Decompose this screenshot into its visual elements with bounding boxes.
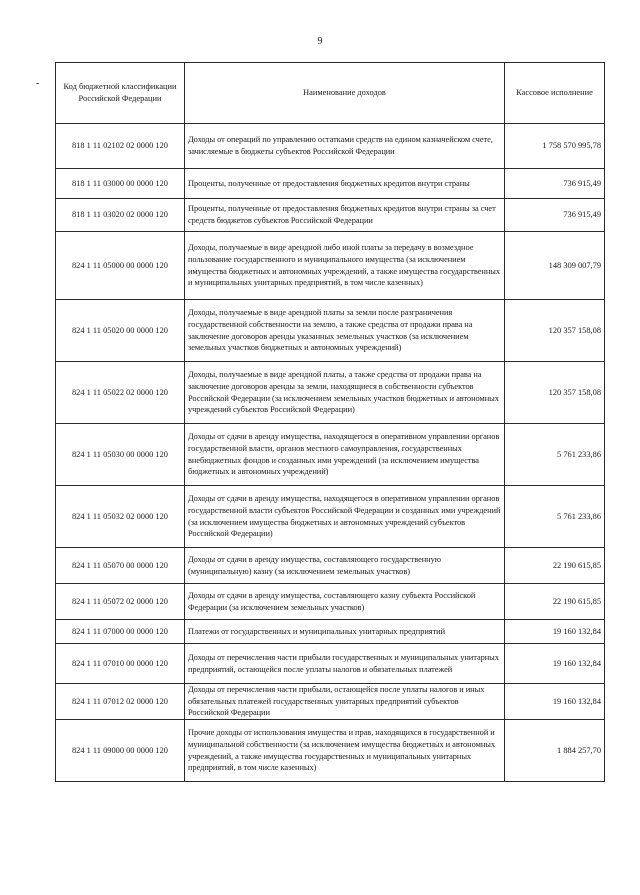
row-amount: 120 357 158,08 xyxy=(505,362,605,424)
table-row xyxy=(56,620,605,644)
revenue-table xyxy=(55,62,605,782)
row-name: Доходы от операций по управлению остатками средств на едином казначейском счете, зачисляемые в бюджеты субъектов Российской Федерации xyxy=(185,124,505,169)
row-code: 824 1 11 05022 02 0000 120 xyxy=(56,362,185,424)
table-row xyxy=(56,300,605,362)
table-row xyxy=(56,362,605,424)
table-row xyxy=(56,232,605,300)
margin-mark: - xyxy=(36,78,40,89)
row-amount: 5 761 233,86 xyxy=(505,424,605,486)
page-number: 9 xyxy=(317,36,323,47)
row-code: 824 1 11 05032 02 0000 120 xyxy=(56,486,185,548)
row-amount: 736 915,49 xyxy=(505,169,605,199)
header-name: Наименование доходов xyxy=(185,63,505,124)
row-code: 818 1 11 02102 02 0000 120 xyxy=(56,124,185,169)
table-row xyxy=(56,720,605,782)
row-code: 824 1 11 09000 00 0000 120 xyxy=(56,720,185,782)
table-row xyxy=(56,684,605,720)
header-amount: Кассовое исполнение xyxy=(505,63,605,124)
table-row xyxy=(56,548,605,584)
row-code: 818 1 11 03020 02 0000 120 xyxy=(56,199,185,232)
row-code: 824 1 11 07000 00 0000 120 xyxy=(56,620,185,644)
row-name: Доходы от сдачи в аренду имущества, составляющего государственную (муниципальную) казну (за исключением земельных участков) xyxy=(185,548,505,584)
row-amount: 22 190 615,85 xyxy=(505,584,605,620)
row-code: 824 1 11 07012 02 0000 120 xyxy=(56,684,185,720)
table-header-row xyxy=(56,63,605,124)
row-name: Доходы от сдачи в аренду имущества, составляющего казну субъекта Российской Федерации (за исключением земельных участков) xyxy=(185,584,505,620)
row-code: 824 1 11 07010 00 0000 120 xyxy=(56,644,185,684)
table-row xyxy=(56,486,605,548)
row-name: Доходы, получаемые в виде арендной платы за земли после разграничения государственной собственности на землю, а также средства от продажи права на заключение договоров аренды указанных земельных участков (за исключением земельных участков бюджетных и автономных учреждений) xyxy=(185,300,505,362)
row-amount: 19 160 132,84 xyxy=(505,684,605,720)
row-amount: 5 761 233,86 xyxy=(505,486,605,548)
row-amount: 19 160 132,84 xyxy=(505,644,605,684)
table-row xyxy=(56,169,605,199)
row-amount: 1 884 257,70 xyxy=(505,720,605,782)
header-code: Код бюджетной классификации Российской Федерации xyxy=(56,63,185,124)
row-amount: 19 160 132,84 xyxy=(505,620,605,644)
row-code: 824 1 11 05000 00 0000 120 xyxy=(56,232,185,300)
row-code: 824 1 11 05030 00 0000 120 xyxy=(56,424,185,486)
row-code: 824 1 11 05072 02 0000 120 xyxy=(56,584,185,620)
row-name: Доходы от перечисления части прибыли государственных и муниципальных унитарных предприятий, остающейся после уплаты налогов и обязательных платежей xyxy=(185,644,505,684)
table-row xyxy=(56,644,605,684)
row-code: 824 1 11 05070 00 0000 120 xyxy=(56,548,185,584)
row-name: Доходы от перечисления части прибыли, остающейся после уплаты налогов и иных обязательных платежей государственных унитарных предприятий субъектов Российской Федерации xyxy=(185,684,505,720)
row-amount: 22 190 615,85 xyxy=(505,548,605,584)
table-row xyxy=(56,124,605,169)
row-name: Доходы от сдачи в аренду имущества, находящегося в оперативном управлении органов государственной власти субъектов Российской Федерации и созданных ими учреждений (за исключением имущества бюджетных и автономных учреждений субъектов Российской Федерации) xyxy=(185,486,505,548)
table-row xyxy=(56,199,605,232)
row-name: Доходы от сдачи в аренду имущества, находящегося в оперативном управлении органов государственной власти, органов местного самоуправления, государственных внебюджетных фондов и созданных ими учреждений (за исключением имущества бюджетных и автономных учреждений) xyxy=(185,424,505,486)
row-code: 818 1 11 03000 00 0000 120 xyxy=(56,169,185,199)
row-name: Проценты, полученные от предоставления бюджетных кредитов внутри страны xyxy=(185,169,505,199)
row-name: Доходы, получаемые в виде арендной платы, а также средства от продажи права на заключение договоров аренды за земли, находящиеся в собственности субъектов Российской Федерации (за исключением земельных участков бюджетных и автономных учреждений субъектов Российской Федерации) xyxy=(185,362,505,424)
row-code: 824 1 11 05020 00 0000 120 xyxy=(56,300,185,362)
row-name: Проценты, полученные от предоставления бюджетных кредитов внутри страны за счет средств бюджетов субъектов Российской Федерации xyxy=(185,199,505,232)
row-amount: 148 309 007,79 xyxy=(505,232,605,300)
row-amount: 1 758 570 995,78 xyxy=(505,124,605,169)
row-name: Прочие доходы от использования имущества и прав, находящихся в государственной и муниципальной собственности (за исключением имущества бюджетных и автономных учреждений, а также имущества государственных и муниципальных унитарных предприятий, в том числе казенных) xyxy=(185,720,505,782)
table-row xyxy=(56,584,605,620)
table-row xyxy=(56,424,605,486)
row-amount: 736 915,49 xyxy=(505,199,605,232)
row-name: Доходы, получаемые в виде арендной либо иной платы за передачу в возмездное пользование государственного и муниципального имущества (за исключением имущества бюджетных и автономных учреждений, а также имущества государственных и муниципальных унитарных предприятий, в том числе казенных) xyxy=(185,232,505,300)
row-name: Платежи от государственных и муниципальных унитарных предприятий xyxy=(185,620,505,644)
row-amount: 120 357 158,08 xyxy=(505,300,605,362)
